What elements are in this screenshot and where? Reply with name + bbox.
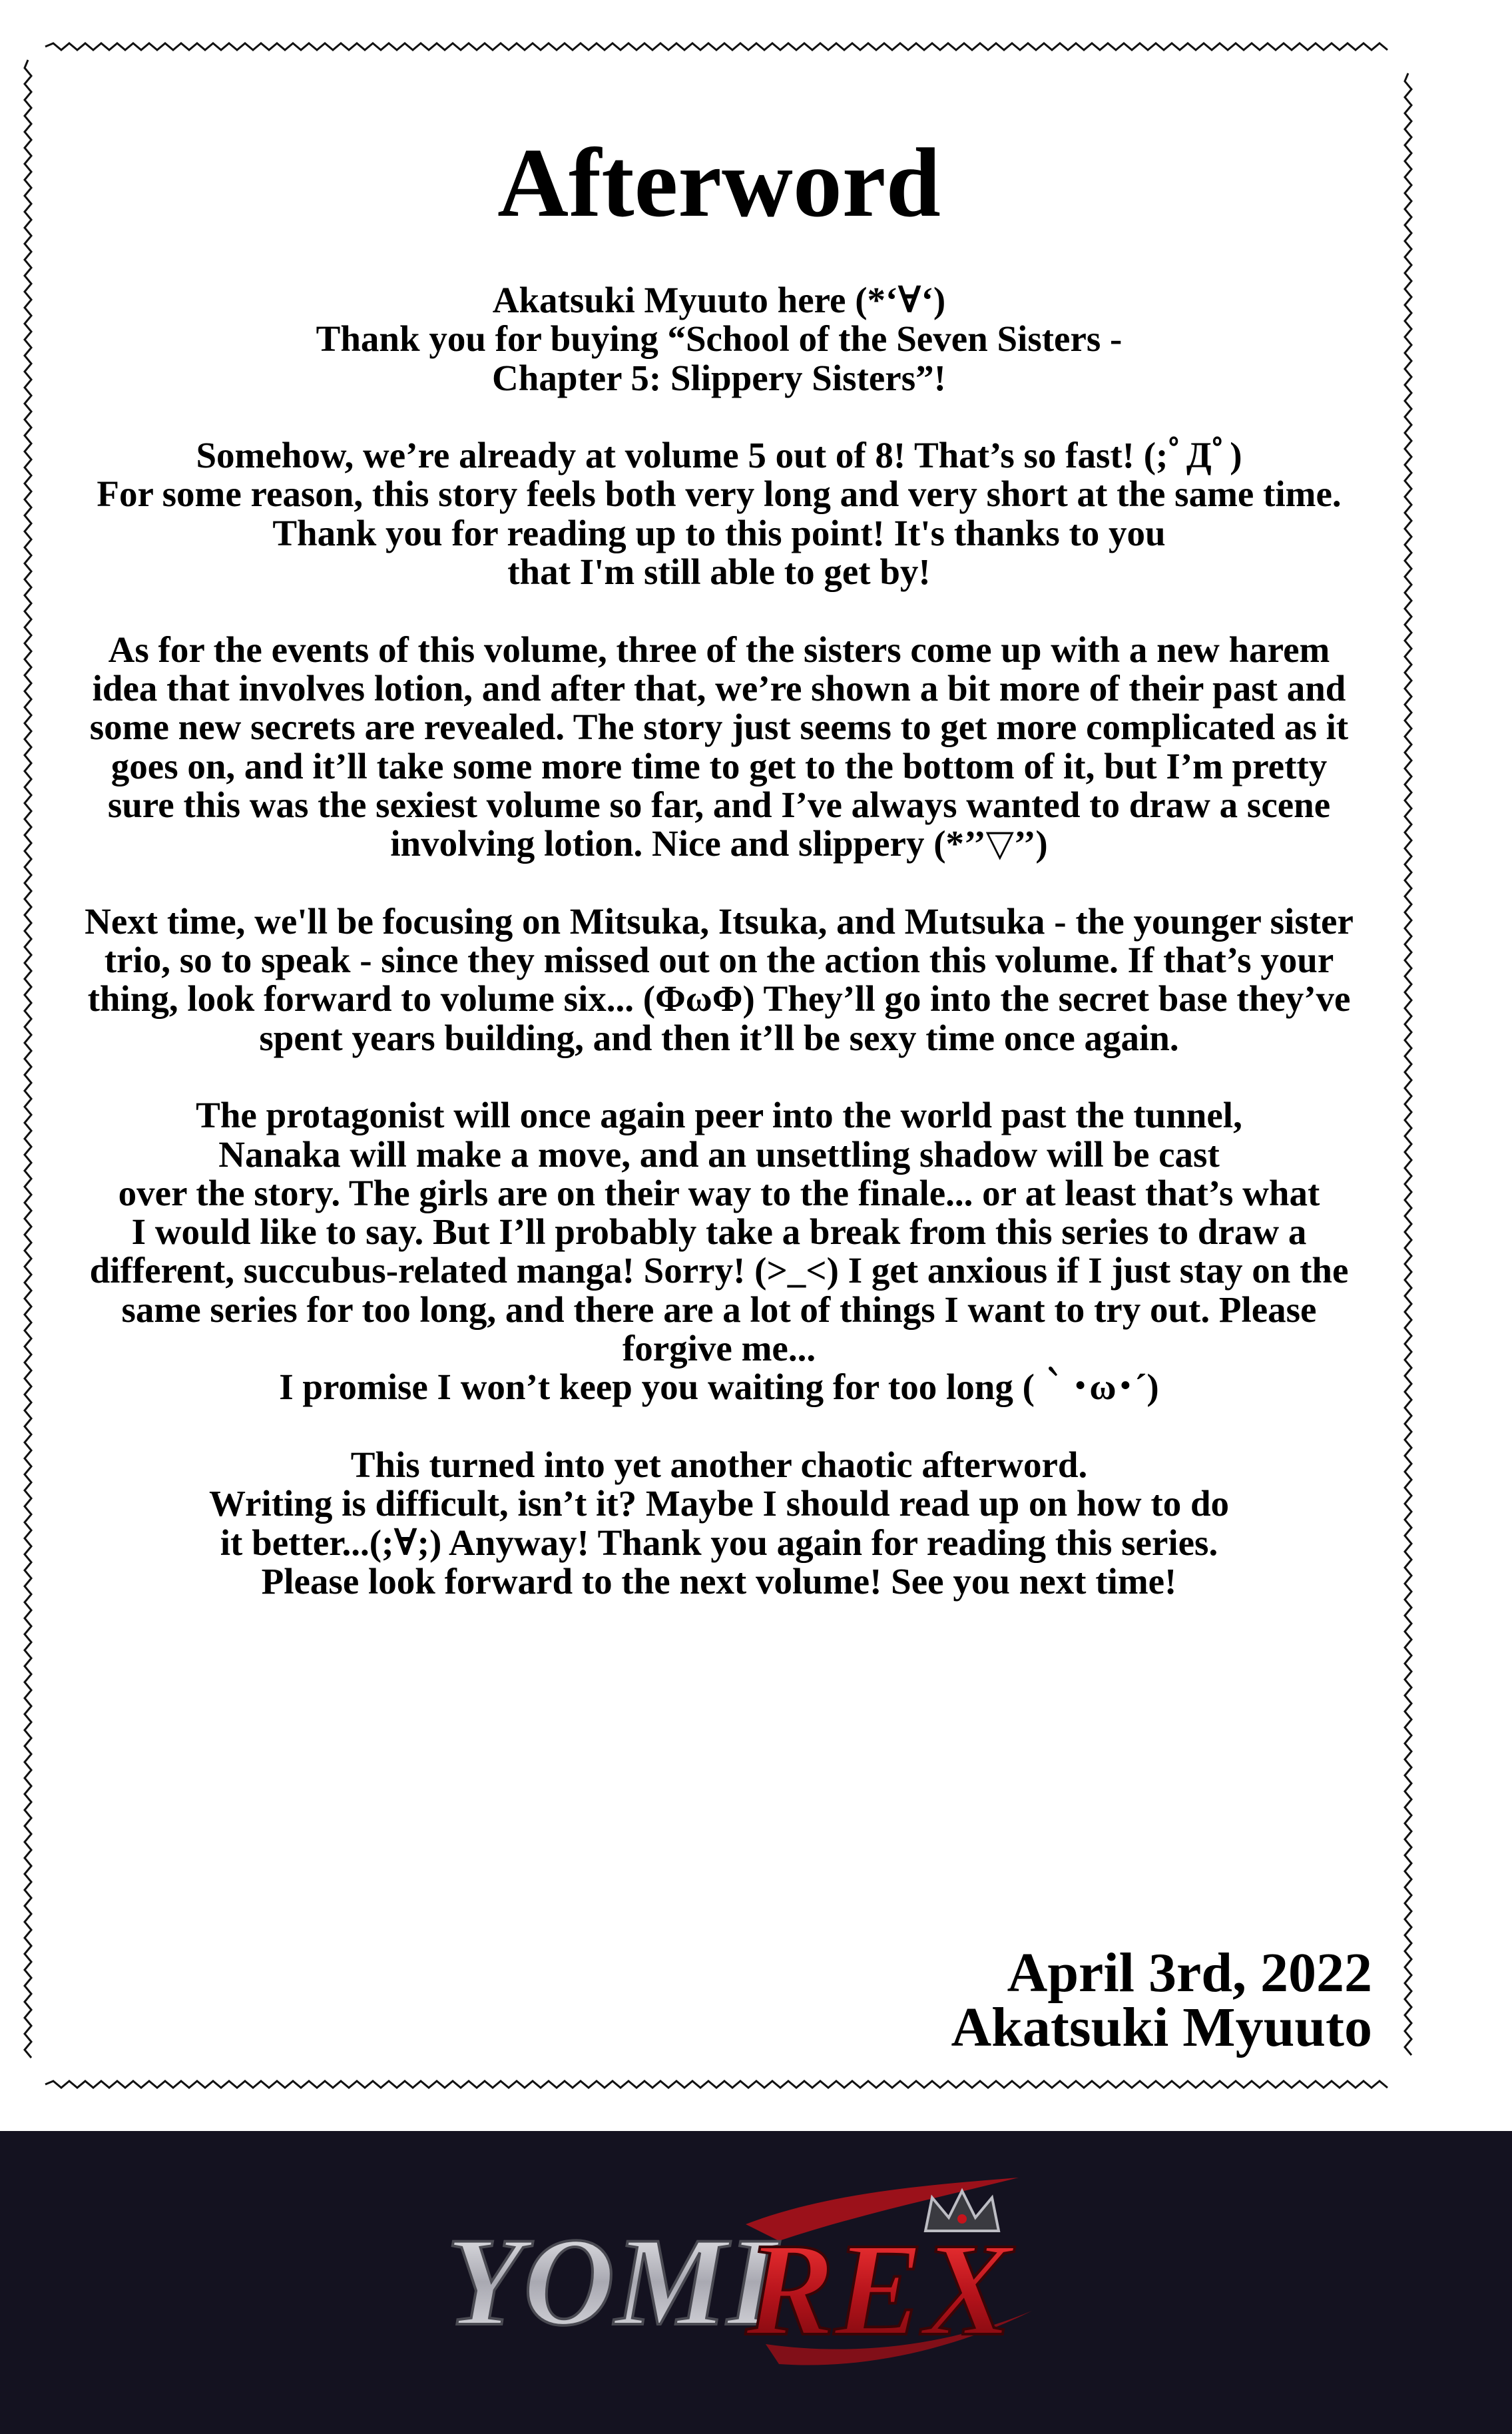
- paragraph-break: [37, 1407, 1401, 1446]
- body-line: sure this was the sexiest volume so far, and I’ve always wanted to draw a scene: [107, 784, 1331, 825]
- body-line: Please look forward to the next volume! See you next time!: [261, 1560, 1177, 1602]
- body-line: forgive me...: [622, 1328, 816, 1369]
- body-line: it better...(;∀;) Anyway! Thank you again for reading this series.: [220, 1522, 1218, 1563]
- logo-text-rex: REX: [746, 2216, 1013, 2363]
- logo-text-yomi: YOMI: [446, 2212, 777, 2352]
- page-title: Afterword: [497, 129, 941, 238]
- body-line: Nanaka will make a move, and an unsettling shadow will be cast: [218, 1133, 1220, 1175]
- body-line: same series for too long, and there are a lot of things I want to try out. Please: [121, 1289, 1317, 1330]
- body-line: This turned into yet another chaotic afterword.: [350, 1444, 1088, 1485]
- body-line: For some reason, this story feels both very long and very short at the same time.: [97, 473, 1342, 515]
- body-line: trio, so to speak - since they missed out on the action this volume. If that’s your: [104, 940, 1334, 981]
- body-line: spent years building, and then it’ll be sexy time once again.: [259, 1017, 1179, 1058]
- body-line: idea that involves lotion, and after that, we’re shown a bit more of their past and: [92, 667, 1346, 709]
- body-line: Thank you for buying “School of the Seven Sisters -: [316, 318, 1123, 360]
- body-line: involving lotion. Nice and slippery (*’’▽’’): [390, 823, 1048, 864]
- body-line: I would like to say. But I’ll probably take a break from this series to draw a: [131, 1211, 1307, 1253]
- body-line: As for the events of this volume, three of the sisters come up with a new harem: [108, 629, 1330, 670]
- body-line: that I'm still able to get by!: [507, 551, 931, 593]
- signature-author: Akatsuki Myuuto: [951, 1996, 1372, 2058]
- body-line: The protagonist will once again peer into the world past the tunnel,: [196, 1095, 1242, 1136]
- afterword-body: [37, 281, 1401, 1601]
- footer-banner: [0, 2131, 1512, 2434]
- yomirex-logo: [433, 2178, 1059, 2391]
- body-line: thing, look forward to volume six... (ΦωΦ) They’ll go into the secret base they’ve: [87, 978, 1351, 1020]
- signature-block: [951, 1942, 1372, 2058]
- body-line: Thank you for reading up to this point! It's thanks to you: [272, 512, 1166, 553]
- body-line: Somehow, we’re already at volume 5 out of 8! That’s so fast! (;ﾟДﾟ): [196, 435, 1242, 476]
- paragraph-break: [37, 863, 1401, 902]
- paragraph-break: [37, 591, 1401, 630]
- body-line: Chapter 5: Slippery Sisters”!: [492, 357, 946, 398]
- body-line: over the story. The girls are on their way to the finale... or at least that’s what: [118, 1172, 1320, 1213]
- body-line: Writing is difficult, isn’t it? Maybe I should read up on how to do: [208, 1483, 1230, 1524]
- body-line: Next time, we'll be focusing on Mitsuka, Itsuka, and Mutsuka - the younger sister: [85, 900, 1354, 942]
- body-line: Akatsuki Myuuto here (*‘∀‘): [492, 280, 946, 320]
- body-line: different, succubus-related manga! Sorry! (>_<) I get anxious if I just stay on the: [89, 1250, 1349, 1291]
- body-line: goes on, and it’ll take some more time to get to the bottom of it, but I’m pretty: [111, 745, 1328, 786]
- paragraph-break: [37, 1058, 1401, 1096]
- body-line: some new secrets are revealed. The story just seems to get more complicated as it: [89, 707, 1349, 748]
- signature-date: April 3rd, 2022: [1007, 1942, 1372, 2004]
- body-line: I promise I won’t keep you waiting for too long (｀･ω･´): [279, 1367, 1159, 1408]
- paragraph-break: [37, 398, 1401, 436]
